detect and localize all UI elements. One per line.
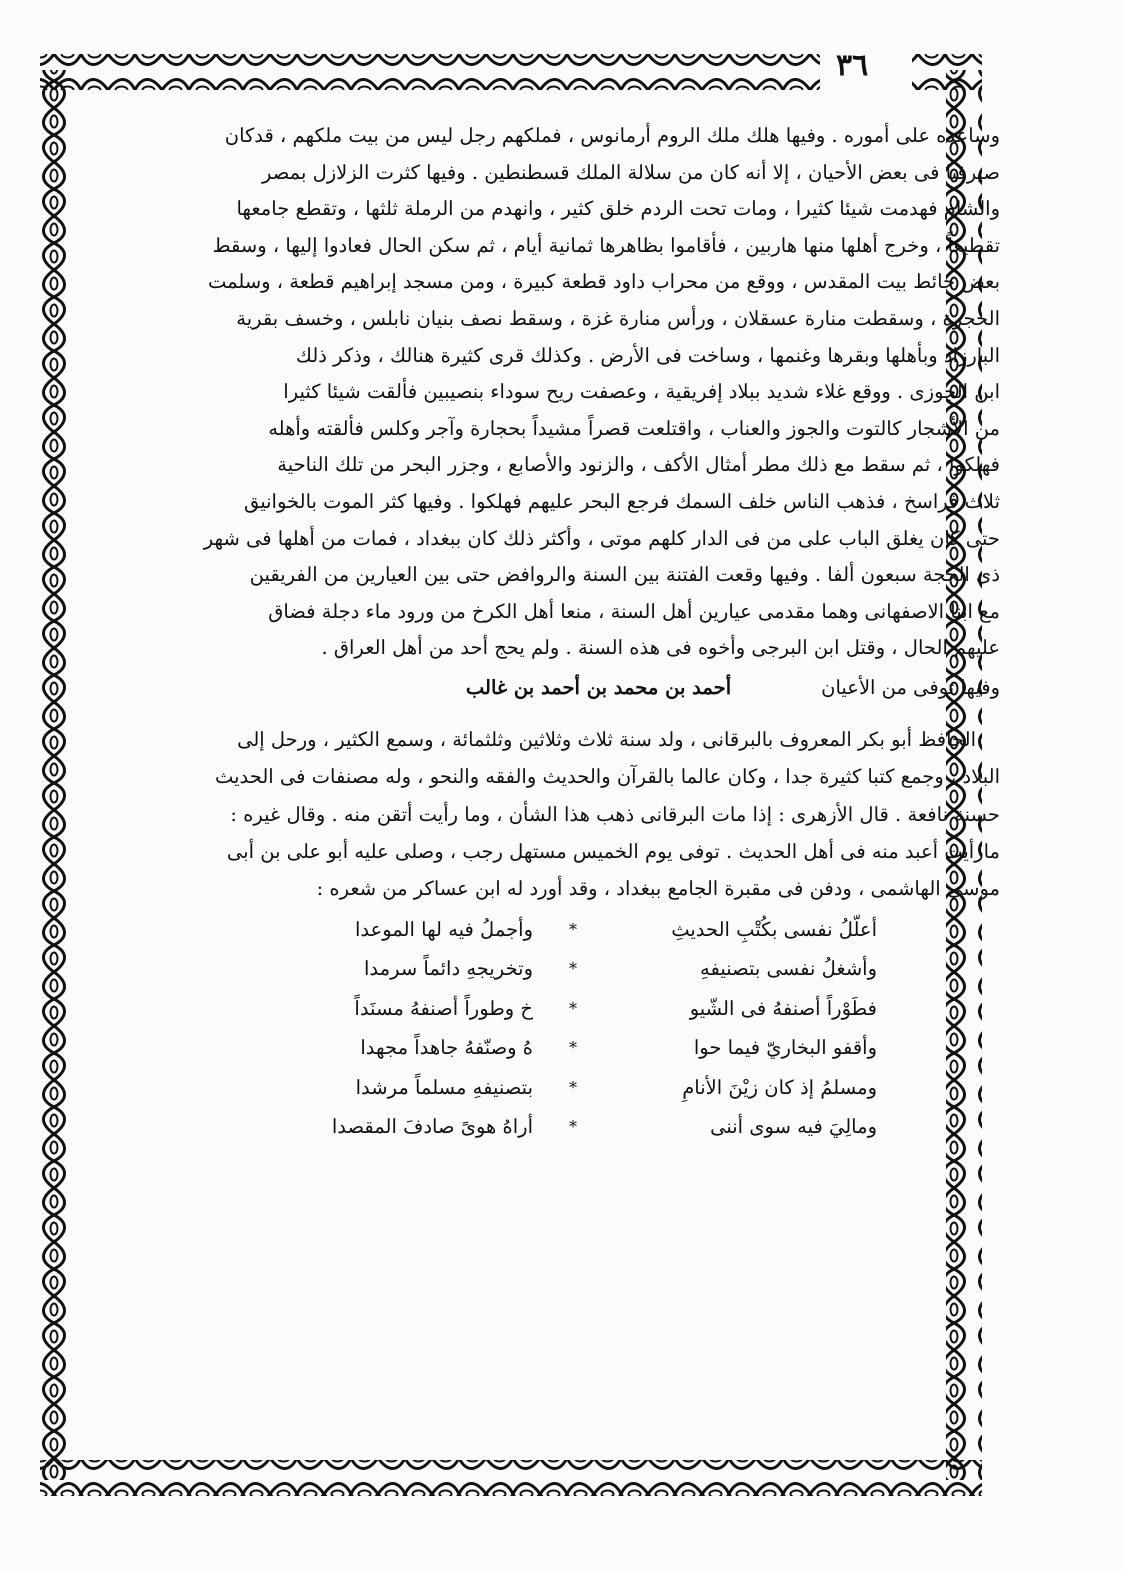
verse-separator: * xyxy=(569,1077,577,1097)
page-number: ٣٦ xyxy=(836,48,869,83)
verse-separator: * xyxy=(569,1117,577,1137)
text-line: عليهم الحال ، وقتل ابن البرجى وأخوه فى هذه السنة . ولم يحج أحد من أهل العراق . xyxy=(321,636,1000,660)
obituary-heading xyxy=(110,669,1000,707)
verse-line xyxy=(110,989,1000,1029)
verse-second-hemistich: أراهُ هوىً صادفَ المقصدا xyxy=(331,1115,533,1139)
verse-line xyxy=(110,1107,1000,1147)
text-line: بعض حائط بيت المقدس ، ووقع من محراب داود قطعة كبيرة ، ومن مسجد إبراهيم قطعة ، وسلمت xyxy=(207,270,1000,294)
verse-first-hemistich: أعلّلُ نفسى بكُتْبِ الحديثِ xyxy=(671,917,877,941)
text-line: وساعده على أموره . وفيها هلك ملك الروم أرمانوس ، فملكهم رجل ليس من بيت ملكهم ، قدكان xyxy=(224,124,1000,147)
verse-second-hemistich: وتخريجهِ دائماً سرمدا xyxy=(364,957,533,981)
page-body xyxy=(110,118,1000,1147)
verse-separator: * xyxy=(569,919,577,939)
text-line: ابن الجوزى . ووقع غلاء شديد ببلاد إفريقية ، وعصفت ريح سوداء بنصيبين فألقت شيئا كثيرا xyxy=(283,380,1000,404)
text-line: فهلكوا ، ثم سقط مع ذلك مطر أمثال الأكف ، والزنود والأصابع ، وجزر البحر من تلك الناحية xyxy=(277,453,1000,477)
verse-first-hemistich: ومالِيَ فيه سوى أننى xyxy=(710,1115,877,1139)
text-line: صيرفيا فى بعض الأحيان ، إلا أنه كان من سلالة الملك قسطنطين . وفيها كثرت الزلازل بمصر xyxy=(262,160,1000,184)
text-line: الحافظ أبو بكر المعروف بالبرقانى ، ولد سنة ثلاث وثلاثين وثلثمائة ، وسمع الكثير ، ورحل إلى xyxy=(237,727,976,751)
heading-lead: وفيها توفى من الأعيان xyxy=(821,675,1000,699)
verse-first-hemistich: وأقفو البخاريّ فيما حوا xyxy=(693,1036,877,1060)
text-line: والشام فهدمت شيئا كثيرا ، ومات تحت الردم خلق كثير ، وانهدم من الرملة ثلثها ، وتقطع جامعها xyxy=(236,197,1000,221)
verse-separator: * xyxy=(569,1038,577,1058)
text-line: البارزاد وبأهلها وبقرها وغنمها ، وساخت فى الأرض . وكذلك قرى كثيرة هنالك ، وذكر ذلك xyxy=(295,343,1000,367)
verse-first-hemistich: فطَوْراً أصنفهُ فى الشّيو xyxy=(689,996,877,1020)
paragraph-1 xyxy=(110,118,1000,667)
text-line: من الأشجار كالتوت والجوز والعناب ، واقتلعت قصراً مشيداً بحجارة وآجر وكلس فألقته وأهله xyxy=(268,416,1000,440)
text-line: البلاد ، وجمع كتبا كثيرة جدا ، وكان عالما بالقرآن والحديث والفقه والنحو ، وله مصنفات فى الحديث xyxy=(214,765,1000,789)
verse-second-hemistich: وأجملُ فيه لها الموعدا xyxy=(354,917,533,941)
text-line: حسنة نافعة . قال الأزهرى : إذا مات البرقانى ذهب هذا الشأن ، وما رأيت أتقن منه . وقال غيره : xyxy=(230,802,1000,826)
biography-name: أحمد بن محمد بن أحمد بن غالب xyxy=(465,675,732,699)
text-line: موسى الهاشمى ، ودفن فى مقبرة الجامع ببغداد ، وقد أورد له ابن عساكر من شعره : xyxy=(316,877,1000,901)
verse-line xyxy=(110,949,1000,989)
text-line: مارأيت أعبد منه فى أهل الحديث . توفى يوم الخميس مستهل رجب ، وصلى عليه أبو على بن أبى xyxy=(226,840,1000,864)
text-line: تقطيعاً ، وخرج أهلها منها هاربين ، فأقاموا بظاهرها ثمانية أيام ، ثم سكن الحال فعادوا إليها ، وسقط xyxy=(212,233,1000,257)
text-line: مع ابنا الاصفهانى وهما مقدمى عيارين أهل السنة ، منعا أهل الكرخ من ورود ماء دجلة فضاق xyxy=(268,599,1000,623)
verse-line xyxy=(110,1068,1000,1108)
verse-line xyxy=(110,1028,1000,1068)
text-line: الحجرة ، وسقطت منارة عسقلان ، ورأس منارة غزة ، وسقط نصف بنيان نابلس ، وخسف بقرية xyxy=(236,306,1000,330)
verse-second-hemistich: بتصنيفهِ مسلماً مرشدا xyxy=(355,1075,533,1099)
text-line: حتى كان يغلق الباب على من فى الدار كلهم موتى ، وأكثر ذلك كان ببغداد ، فمات من أهلها فى شهر xyxy=(203,526,1000,550)
text-line: ذى الحجة سبعون ألفا . وفيها وقعت الفتنة بين السنة والروافض حتى بين العيارين من الفريقين xyxy=(249,563,1000,587)
poem xyxy=(110,910,1000,1147)
verse-separator: * xyxy=(569,998,577,1018)
text-line: ثلاث فراسخ ، فذهب الناس خلف السمك فرجع البحر عليهم فهلكوا . وفيها كثر الموت بالخوانيق xyxy=(243,489,1000,513)
verse-line xyxy=(110,910,1000,950)
paragraph-2 xyxy=(110,721,1000,908)
verse-first-hemistich: ومسلمُ إذ كان زيْنَ الأنامِ xyxy=(682,1075,877,1099)
verse-second-hemistich: هُ وصنّفهُ جاهداً مجهدا xyxy=(360,1036,533,1060)
verse-first-hemistich: وأشغلُ نفسى بتصنيفهِ xyxy=(700,957,877,981)
verse-separator: * xyxy=(569,959,577,979)
verse-second-hemistich: خ وطوراً أصنفهُ مسنَداً xyxy=(354,996,533,1020)
